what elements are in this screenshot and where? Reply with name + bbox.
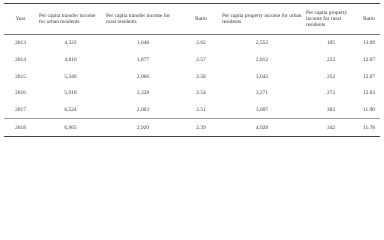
cell-rural-property: 222 [326, 56, 336, 63]
cell-ratio-property: 12.67 [362, 56, 376, 63]
cell-rural-transfer: 2,603 [136, 106, 150, 113]
cell-urban-property: 2,812 [255, 56, 269, 63]
table-row [4, 102, 380, 119]
column-header-ratio-property: Ratio [363, 15, 375, 22]
cell-year: 2016 [15, 90, 26, 97]
cell-rural-transfer: 2,328 [136, 90, 150, 97]
table-header-row [4, 4, 380, 35]
cell-ratio-transfer: 2.58 [196, 73, 206, 80]
cell-ratio-transfer: 2.39 [196, 124, 206, 131]
cell-ratio-transfer: 2.62 [196, 40, 206, 47]
cell-urban-transfer: 6,524 [64, 106, 77, 113]
cell-year: 2014 [15, 56, 26, 63]
cell-ratio-property: 12.07 [362, 73, 376, 80]
table-row [4, 85, 380, 102]
cell-ratio-transfer: 2.51 [196, 106, 206, 113]
cell-urban-property: 2,552 [255, 40, 269, 47]
table-row [4, 52, 380, 69]
cell-ratio-property: 12.03 [362, 90, 376, 97]
column-header-urban-transfer: Per capita transfer income for urban residents [39, 12, 96, 25]
cell-urban-property: 3,042 [255, 73, 269, 80]
cell-rural-property: 303 [326, 106, 336, 113]
cell-ratio-property: 11.90 [363, 106, 375, 113]
cell-ratio-transfer: 2.57 [196, 56, 206, 63]
column-header-rural-property: Per capita property income for rural residents [306, 9, 348, 29]
table-row [4, 68, 380, 85]
cell-rural-property: 272 [326, 90, 336, 97]
cell-rural-transfer: 1,648 [136, 40, 150, 47]
cell-year: 2017 [15, 106, 26, 113]
cell-urban-transfer: 5,910 [64, 90, 77, 97]
income-comparison-table [4, 3, 380, 137]
cell-rural-transfer: 2,066 [136, 73, 150, 80]
cell-year: 2018 [15, 124, 26, 131]
cell-urban-property: 3,607 [255, 106, 269, 113]
column-header-ratio-transfer: Ratio [195, 15, 207, 22]
cell-urban-transfer: 4,323 [64, 40, 77, 47]
cell-rural-property: 195 [326, 40, 336, 47]
table-row [4, 119, 380, 137]
column-header-year: Year [15, 15, 26, 22]
cell-year: 2015 [15, 73, 26, 80]
column-header-rural-transfer: Per capita transfer income for rural residents [106, 12, 171, 25]
cell-urban-transfer: 6,965 [64, 124, 77, 131]
table-row [4, 35, 380, 52]
cell-urban-property: 3,271 [255, 90, 269, 97]
cell-rural-property: 252 [326, 73, 336, 80]
cell-ratio-transfer: 2.54 [196, 90, 206, 97]
cell-urban-transfer: 5,340 [64, 73, 77, 80]
column-header-urban-property: Per capita property income for urban residents [222, 12, 302, 25]
cell-rural-property: 342 [326, 124, 336, 131]
cell-year: 2013 [15, 40, 26, 47]
cell-rural-transfer: 1,877 [136, 56, 150, 63]
cell-urban-transfer: 4,816 [64, 56, 77, 63]
cell-ratio-property: 13.09 [362, 40, 376, 47]
cell-rural-transfer: 2,920 [136, 124, 150, 131]
cell-urban-property: 4,028 [255, 124, 269, 131]
cell-ratio-property: 11.78 [363, 124, 375, 131]
